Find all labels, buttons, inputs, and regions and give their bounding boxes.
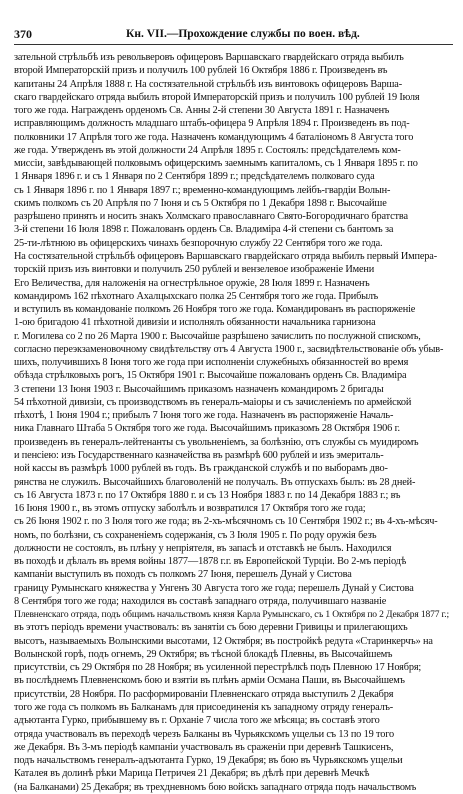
body-text <box>14 51 454 794</box>
text-line: зательной стрѣльбѣ изъ револьверовъ офицеровъ Варшавскаго гвардейскаго отряда выбилъ <box>14 52 404 63</box>
text-line: того же года. Награжденъ орденомъ Св. Анны 2-й степени 30 Августа 1891 г. Назначенъ <box>14 105 390 117</box>
text-line: разрѣшено принять и носить знакъ Холмскаго православнаго Свято-Богородичнаго братства <box>14 211 408 223</box>
text-line: съ 1 Января 1896 г. по 1 Января 1897 г.; временно-командующимъ лейбъ-гвардіи Волын- <box>14 184 391 196</box>
text-line: ника Главнаго Штаба 5 Октября того же года. Высочайшимъ приказомъ 28 Октября 1906 г. <box>14 423 400 435</box>
text-line: Каталея въ долинѣ рѣки Марица Петричея 21 Декабря; въ дѣлѣ при деревнѣ Мечкѣ <box>14 768 370 780</box>
text-line: скаго гвардейскаго отряда выбилъ второй Императорскій призъ и получилъ 100 рублей 19 Іюля <box>14 91 420 103</box>
text-line: Волынской горѣ, подъ огнемъ, 29 Октября; въ тѣсной блокадѣ Плевны, въ Высочайшемъ <box>14 648 393 660</box>
text-line: же года. Утвержденъ въ этой должности 24 Апрѣля 1895 г. Состоялъ: предсѣдателемъ ком- <box>14 144 401 156</box>
text-line: шихъ, получившихъ 8 Іюня того же года при исполненіи служебныхъ обязанностей во время <box>14 357 409 369</box>
text-line: съ 16 Августа 1873 г. по 17 Октября 1880 г. и съ 13 Ноября 1883 г. по 14 Декабря 1883 г.; въ <box>14 489 401 501</box>
text-line: въ послѣднемъ Плевненскомъ бою и взятіи въ плѣнъ арміи Османа Паши, въ Высочайшемъ <box>14 675 405 687</box>
text-line: адъютанта Гурко, прибывшему въ г. Орханіе 7 числа того же мѣсяца; въ составѣ этого <box>14 715 380 727</box>
text-line: съ 26 Іюня 1902 г. по 3 Іюля того же года; въ 2-хъ-мѣсячномъ съ 10 Сентября 1902 г.; въ 4-хъ-мѣсяч- <box>14 516 438 528</box>
text-line: въ походѣ и дѣлалъ въ время войны 1877—1878 г.г. въ Европейской Турціи. Во 2-мъ періодѣ <box>14 556 407 568</box>
text-line: 3-й степени 16 Іюля 1898 г. Пожалованъ орденъ Св. Владиміра 4-й степени съ бантомъ за <box>14 224 394 236</box>
text-line: кампаніи выступилъ въ походъ съ полкомъ 27 Іюня, перешелъ Дунай у Систова <box>14 569 352 581</box>
text-line: 1-ою бригадою 41 пѣхотной дивизіи и исполнялъ обязанности начальника гарнизона <box>14 317 376 329</box>
text-line: согласно переэкзаменовочному свидѣтельству отъ 4 Августа 1900 г., засвидѣтельствованіе объ убыв- <box>14 343 444 355</box>
text-line: присутствіи, съ 29 Октября по 28 Ноября; въ усиленной перестрѣлкѣ подъ Плевною 17 Ноября; <box>14 662 422 674</box>
running-title: Кн. VII.—Прохождение службы по воен. вѣд. <box>126 28 360 40</box>
text-line: командиромъ 162 пѣхотнаго Ахалцыхскаго полка 25 Сентября того же года. Прибылъ <box>14 290 379 302</box>
text-line: 16 Іюня 1900 г., въ этомъ отпуску заболѣлъ и возвратился 17 Октября того же года; <box>14 503 366 515</box>
text-line: 25-ти-лѣтнюю въ офицерскихъ чинахъ безпорочную службу 22 Сентября того же года. <box>14 237 383 249</box>
text-line: торскій призъ изъ винтовки и получилъ 250 рублей и вензелевое изображеніе Имени <box>14 264 375 276</box>
text-line: 54 пѣхотной дивизіи, съ производствомъ въ генералъ-маіоры и съ зачисленіемъ по армейской <box>14 396 412 408</box>
page-header <box>14 26 453 42</box>
text-line: подъ начальствомъ генералъ-адъютанта Гурко, 19 Декабря; въ бою въ Чурьякскомъ ущельи <box>14 755 403 767</box>
text-line: второй Императорскій призъ и получилъ 100 рублей 16 Октября 1886 г. Произведенъ въ <box>14 65 388 77</box>
text-line: номъ, по болѣзни, съ сохраненіемъ содержанія, съ 3 Іюля 1905 г. По роду оружія безъ <box>14 529 377 541</box>
text-line: 8 Сентября того же года; находился въ составѣ западнаго отряда, получившаго названіе <box>14 595 387 607</box>
text-line: присутствіи, 28 Ноября. По расформированіи Плевненскаго отряда выступилъ 2 Декабря <box>14 688 394 700</box>
text-line: Его Величества, для наложенія на огнестрѣльное оружіе, 28 Іюля 1899 г. Назначенъ <box>14 277 370 289</box>
text-line: полковники 17 Апрѣля того же года. Назначенъ командующимъ 4 баталіономъ 8 Августа того <box>14 131 414 143</box>
text-line: должности не состоялъ, въ плѣну у непріятеля, въ запасѣ и отставкѣ не былъ. Находился <box>14 542 392 554</box>
text-line: высотъ, называемыхъ Волынскими высотами, 12 Октября; въ постройкѣ редута «Старинкерчъ» на <box>14 635 433 647</box>
page-number: 370 <box>14 27 32 41</box>
text-line: исправляющимъ должность младшаго штабъ-офицера 9 Апрѣля 1894 г. Произведенъ въ под- <box>14 118 410 130</box>
text-line: произведенъ въ генералъ-лейтенанты съ увольненіемъ, за болѣзнію, отъ службы съ муидиромъ <box>14 436 419 448</box>
text-line: и вступилъ въ командованіе полкомъ 26 Ноября того же года. Командированъ въ распоряженіе <box>14 304 416 316</box>
text-line: 1 Января 1896 г. и съ 1 Января по 2 Сентября 1899 г.; предсѣдателемъ полковаго суда <box>14 171 375 183</box>
text-line: капитаны 24 Апрѣля 1888 г. На состязательной стрѣльбѣ изъ винтовокъ офицеровъ Варша- <box>14 78 402 90</box>
text-line: г. Могилева со 2 по 26 Марта 1900 г. Высочайше разрѣшено зачислить по послужной спискомъ, <box>14 330 421 342</box>
text-line: (на Балканами) 25 Декабря; въ трехдневномъ бою войскъ западнаго отряда подъ начальствомъ <box>14 781 417 793</box>
text-line: того же года съ полкомъ въ Балканамъ для присоединенія къ западному отряду генералъ- <box>14 702 394 714</box>
text-line: скимъ полкомъ съ 20 Апрѣля по 7 Іюня и съ 5 Октября по 1 Декабря 1898 г. Высочайше <box>14 197 387 209</box>
text-line: въ этотъ періодъ времени участвовалъ: въ занятіи съ бою деревни Гривицы и прилегающихъ <box>14 622 408 634</box>
text-line: На состязательной стрѣльбѣ офицеровъ Варшавскаго гвардейскаго отряда выбилъ первый Импера- <box>14 250 437 262</box>
text-line: отряда участвовалъ въ переходѣ черезъ Балканы въ Чурьякскомъ ущельи съ 13 по 19 того <box>14 728 395 740</box>
text-line: миссіи, завѣдывающей полковымъ офицерскимъ заемнымъ капиталомъ, съ 1 Января 1895 г. по <box>14 158 418 170</box>
text-line: обѣзда стрѣлковыхъ рогъ, 15 Октября 1901 г. Высочайше пожалованъ орденъ Св. Владиміра <box>14 370 407 382</box>
text-line: ной кассы въ размѣрѣ 1000 рублей въ годъ. Въ гражданской службѣ и по выборамъ дво- <box>14 463 388 475</box>
text-line: границу Румынскаго княжества у Унгенъ 30 Августа того же года; перешелъ Дунай у Систова <box>14 582 414 594</box>
text-line: рянства не служилъ. Высочайшихъ благоволеній не получалъ. Въ отпускахъ былъ: въ 28 дней- <box>14 476 416 488</box>
text-line: Плевненскаго отряда, подъ общимъ начальствомъ князя Карла Румынскаго, съ 1 Октября по 2 Декабря 1877 г.; <box>14 609 449 621</box>
header-rule <box>14 44 453 45</box>
text-line: 3 степени 13 Іюня 1903 г. Высочайшимъ приказомъ назначенъ командиромъ 2 бригады <box>14 383 384 395</box>
text-line: и пенсіею: изъ Государственнаго казначейства въ размѣрѣ 600 рублей и изъ эмериталь- <box>14 449 384 461</box>
text-line: же Декабря. Въ 3-мъ періодѣ кампаніи участвовалъ въ сраженіи при деревнѣ Ташкисенъ, <box>14 741 394 753</box>
text-line: пѣхотѣ, 1 Іюня 1904 г.; прибылъ 7 Іюня того же года. Назначенъ въ распоряженіе Началь- <box>14 410 394 422</box>
